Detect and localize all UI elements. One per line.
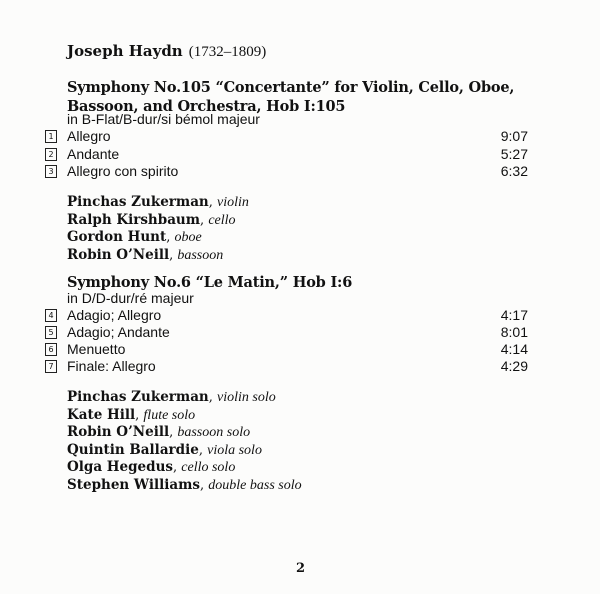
performer-name: Robin O’Neill <box>67 246 170 263</box>
work-key: in D/D-dur/ré majeur <box>67 290 194 306</box>
track-row <box>45 324 528 342</box>
performer-name: Kate Hill <box>67 406 136 423</box>
performer-name: Pinchas Zukerman <box>67 389 209 405</box>
performer-list <box>67 389 302 494</box>
track-row <box>45 163 528 181</box>
track-row <box>45 146 528 164</box>
track-row <box>45 307 528 325</box>
track-number: 7 <box>45 360 57 373</box>
performer: Ralph Kirshbaum, cello <box>67 211 236 228</box>
performer: Quintin Ballardie, viola solo <box>67 441 262 458</box>
track-number: 3 <box>45 165 57 178</box>
performer-name: Ralph Kirshbaum <box>67 211 201 228</box>
track-duration: 5:27 <box>500 146 528 162</box>
performer-role: flute solo <box>143 407 196 423</box>
track-title: Andante <box>67 146 120 162</box>
work-title: Symphony No.6 “Le Matin,” Hob I:6 <box>67 274 353 291</box>
performer-role: oboe <box>174 230 202 245</box>
performer-role: viola solo <box>207 442 262 458</box>
performer-name: Olga Hegedus <box>67 459 174 475</box>
track-duration: 9:07 <box>500 128 528 144</box>
performer-role: cello <box>208 212 236 228</box>
performer: Robin O’Neill, bassoon <box>67 246 224 263</box>
track-duration: 4:17 <box>500 307 528 323</box>
track-number: 6 <box>45 343 57 356</box>
track-title: Menuetto <box>67 341 126 357</box>
track-duration: 4:29 <box>500 358 528 374</box>
track-number: 2 <box>45 148 57 161</box>
track-number: 5 <box>45 326 57 339</box>
track-row <box>45 358 528 376</box>
work-title: Symphony No.105 “Concertante” for Violin, Cello, Oboe, Bassoon, and Orchestra, Hob I:105 <box>67 79 515 115</box>
performer: Pinchas Zukerman, violin solo <box>67 389 276 405</box>
track-title: Finale: Allegro <box>67 358 156 374</box>
composer-dates: (1732–1809) <box>188 44 267 60</box>
track-title: Adagio; Allegro <box>67 307 162 323</box>
composer-heading <box>67 42 266 61</box>
performer: Gordon Hunt, oboe <box>67 229 202 245</box>
page-number: 2 <box>296 561 306 576</box>
performer-role: bassoon solo <box>177 425 251 440</box>
track-duration: 6:32 <box>500 163 528 179</box>
track-duration: 8:01 <box>500 324 528 340</box>
performer-name: Stephen Williams <box>67 476 201 493</box>
track-title: Adagio; Andante <box>67 324 170 340</box>
work-key: in B-Flat/B-dur/si bémol majeur <box>67 111 260 127</box>
performer-name: Quintin Ballardie <box>67 441 199 458</box>
performer-name: Gordon Hunt <box>67 229 167 245</box>
performer: Stephen Williams, double bass solo <box>67 476 302 493</box>
performer-name: Robin O’Neill <box>67 424 170 440</box>
composer-name: Joseph Haydn <box>67 42 183 60</box>
performer: Robin O’Neill, bassoon solo <box>67 424 251 440</box>
track-title: Allegro con spirito <box>67 163 179 179</box>
performer-role: violin solo <box>217 390 276 405</box>
track-duration: 4:14 <box>500 341 528 357</box>
track-title: Allegro <box>67 128 111 144</box>
track-number: 4 <box>45 309 57 322</box>
performer-role: bassoon <box>177 247 224 263</box>
performer: Kate Hill, flute solo <box>67 406 196 423</box>
performer-name: Pinchas Zukerman <box>67 194 209 210</box>
track-number: 1 <box>45 130 57 143</box>
track-row <box>45 128 528 146</box>
track-row <box>45 341 528 359</box>
performer-role: cello solo <box>181 460 236 475</box>
performer: Pinchas Zukerman, violin <box>67 194 249 210</box>
performer-role: violin <box>217 195 249 210</box>
performer-role: double bass solo <box>208 477 302 493</box>
performer: Olga Hegedus, cello solo <box>67 459 236 475</box>
performer-list <box>67 194 249 264</box>
